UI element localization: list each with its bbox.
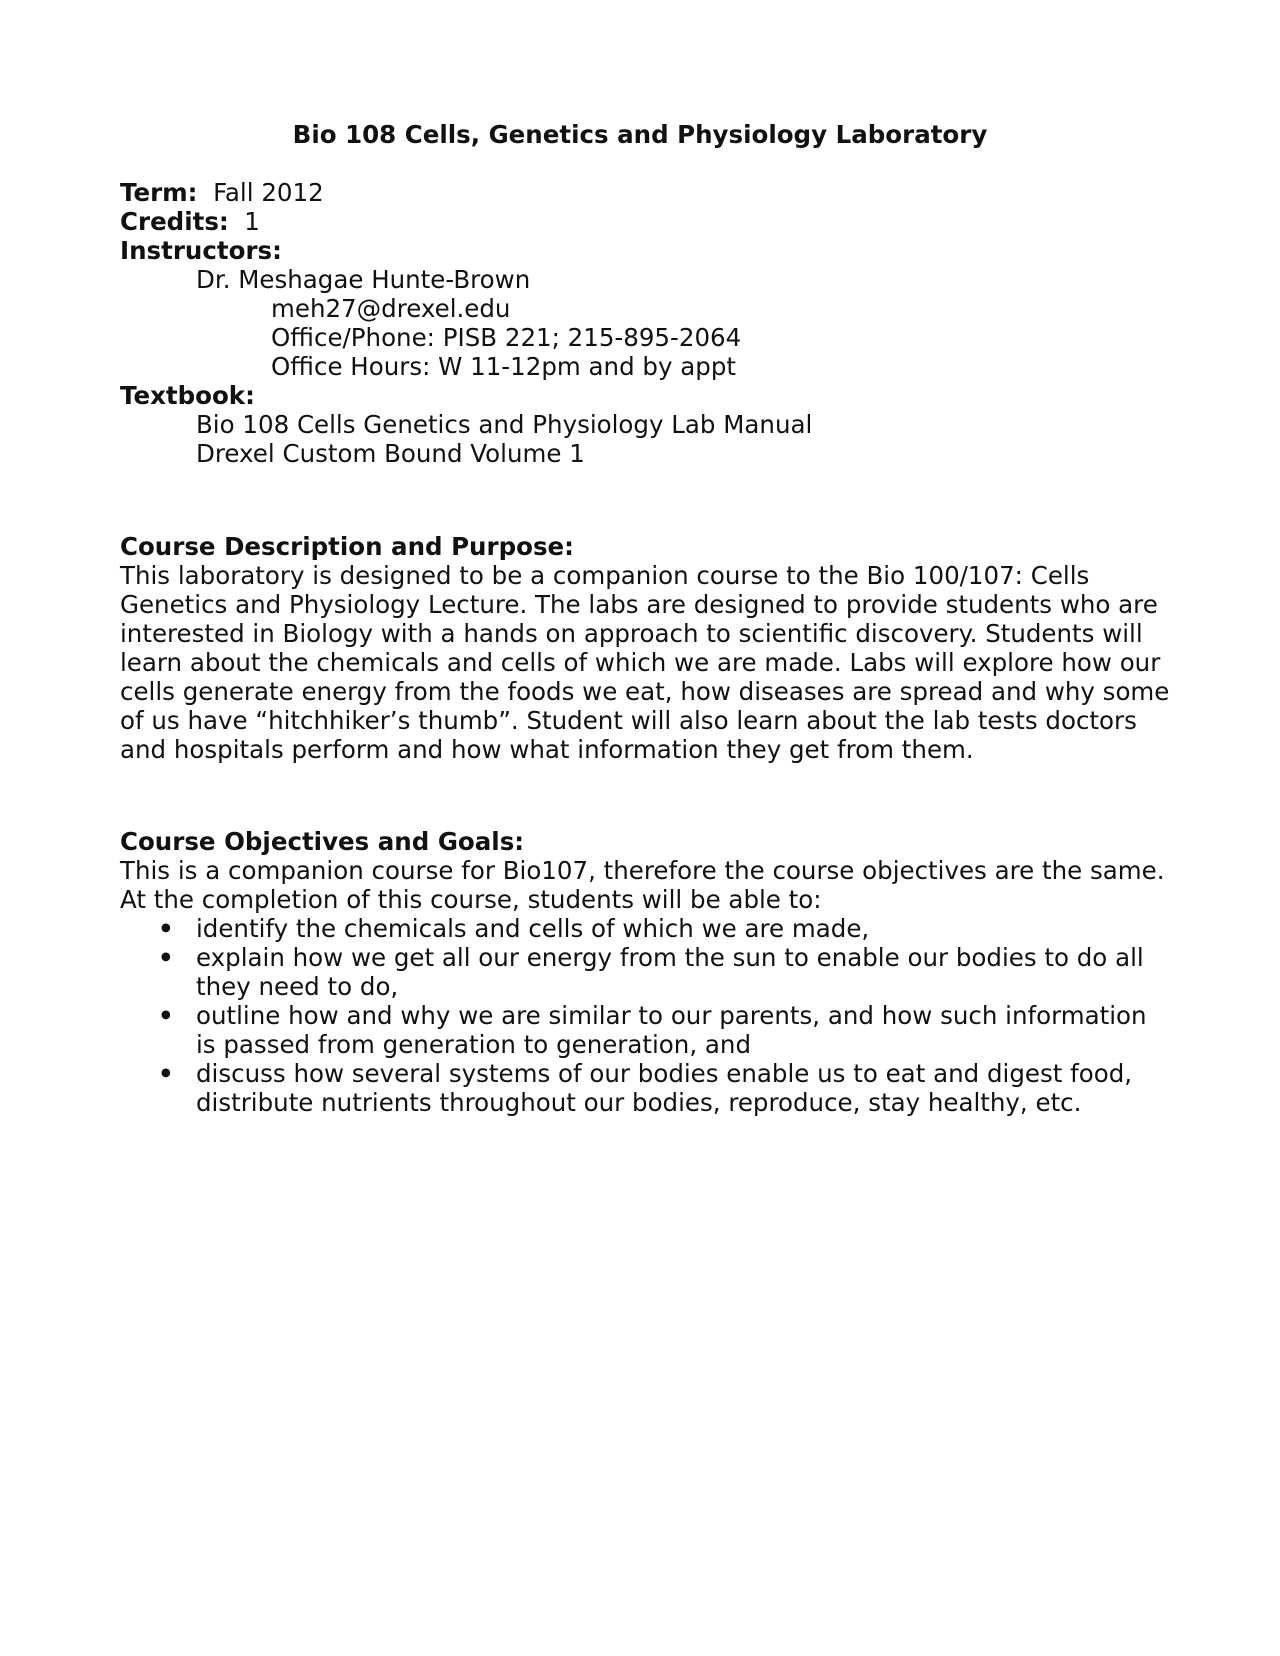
objectives-list bbox=[120, 914, 1170, 1117]
document-title: Bio 108 Cells, Genetics and Physiology Laboratory bbox=[292, 120, 988, 149]
instructor-office-phone: Office/Phone: PISB 221; 215-895-2064 bbox=[271, 323, 742, 352]
list-item bbox=[120, 943, 1170, 1001]
instructors-row bbox=[120, 236, 1170, 265]
bullet-icon: • bbox=[158, 1059, 174, 1088]
bullet-icon: • bbox=[158, 1001, 174, 1030]
course-description-heading: Course Description and Purpose: bbox=[120, 532, 574, 561]
instructor-office-hours: Office Hours: W 11-12pm and by appt bbox=[271, 352, 736, 381]
term-row bbox=[120, 178, 1170, 207]
course-objectives-heading: Course Objectives and Goals: bbox=[120, 827, 525, 856]
term-label: Term: bbox=[120, 178, 198, 207]
objective-text: outline how and why we are similar to our parents, and how such information is passed from generation to generation, and bbox=[196, 1001, 1147, 1059]
objective-text: discuss how several systems of our bodies enable us to eat and digest food, distribute nutrients throughout our bodies, reproduce, stay healthy, etc. bbox=[196, 1059, 1133, 1117]
course-description-section bbox=[120, 532, 1170, 764]
credits-row bbox=[120, 207, 1170, 236]
textbook-row bbox=[120, 381, 1170, 410]
instructors-label: Instructors: bbox=[120, 236, 282, 265]
course-objectives-intro: This is a companion course for Bio107, therefore the course objectives are the same. At the completion of this course, students will be able to: bbox=[120, 856, 1165, 914]
textbook-label: Textbook: bbox=[120, 381, 255, 410]
course-info bbox=[120, 178, 1170, 468]
bullet-icon: • bbox=[158, 943, 174, 972]
list-item bbox=[120, 1001, 1170, 1059]
textbook-line-2: Drexel Custom Bound Volume 1 bbox=[196, 439, 585, 468]
course-objectives-section bbox=[120, 827, 1170, 1117]
instructor-email: meh27@drexel.edu bbox=[271, 294, 511, 323]
term-value: Fall 2012 bbox=[213, 178, 324, 207]
bullet-icon: • bbox=[158, 914, 174, 943]
credits-value: 1 bbox=[244, 207, 260, 236]
objective-text: explain how we get all our energy from the sun to enable our bodies to do all they need to do, bbox=[196, 943, 1144, 1001]
course-description-text: This laboratory is designed to be a companion course to the Bio 100/107: Cells Genetics and Physiology Lecture. The labs are designed to provide students who are interested in Biology with a hands on approach to scientific discovery. Students will learn about the chemicals and cells of which we are made. Labs will explore how our cells generate energy from the foods we eat, how diseases are spread and why some of us have “hitchhiker’s thumb”. Student will also learn about the lab tests doctors and hospitals perform and how what information they get from them. bbox=[120, 561, 1170, 764]
objective-text: identify the chemicals and cells of which we are made, bbox=[196, 914, 870, 943]
list-item bbox=[120, 1059, 1170, 1117]
list-item bbox=[120, 914, 1170, 943]
credits-label: Credits: bbox=[120, 207, 229, 236]
instructor-name: Dr. Meshagae Hunte-Brown bbox=[196, 265, 531, 294]
textbook-line-1: Bio 108 Cells Genetics and Physiology Lab Manual bbox=[196, 410, 813, 439]
